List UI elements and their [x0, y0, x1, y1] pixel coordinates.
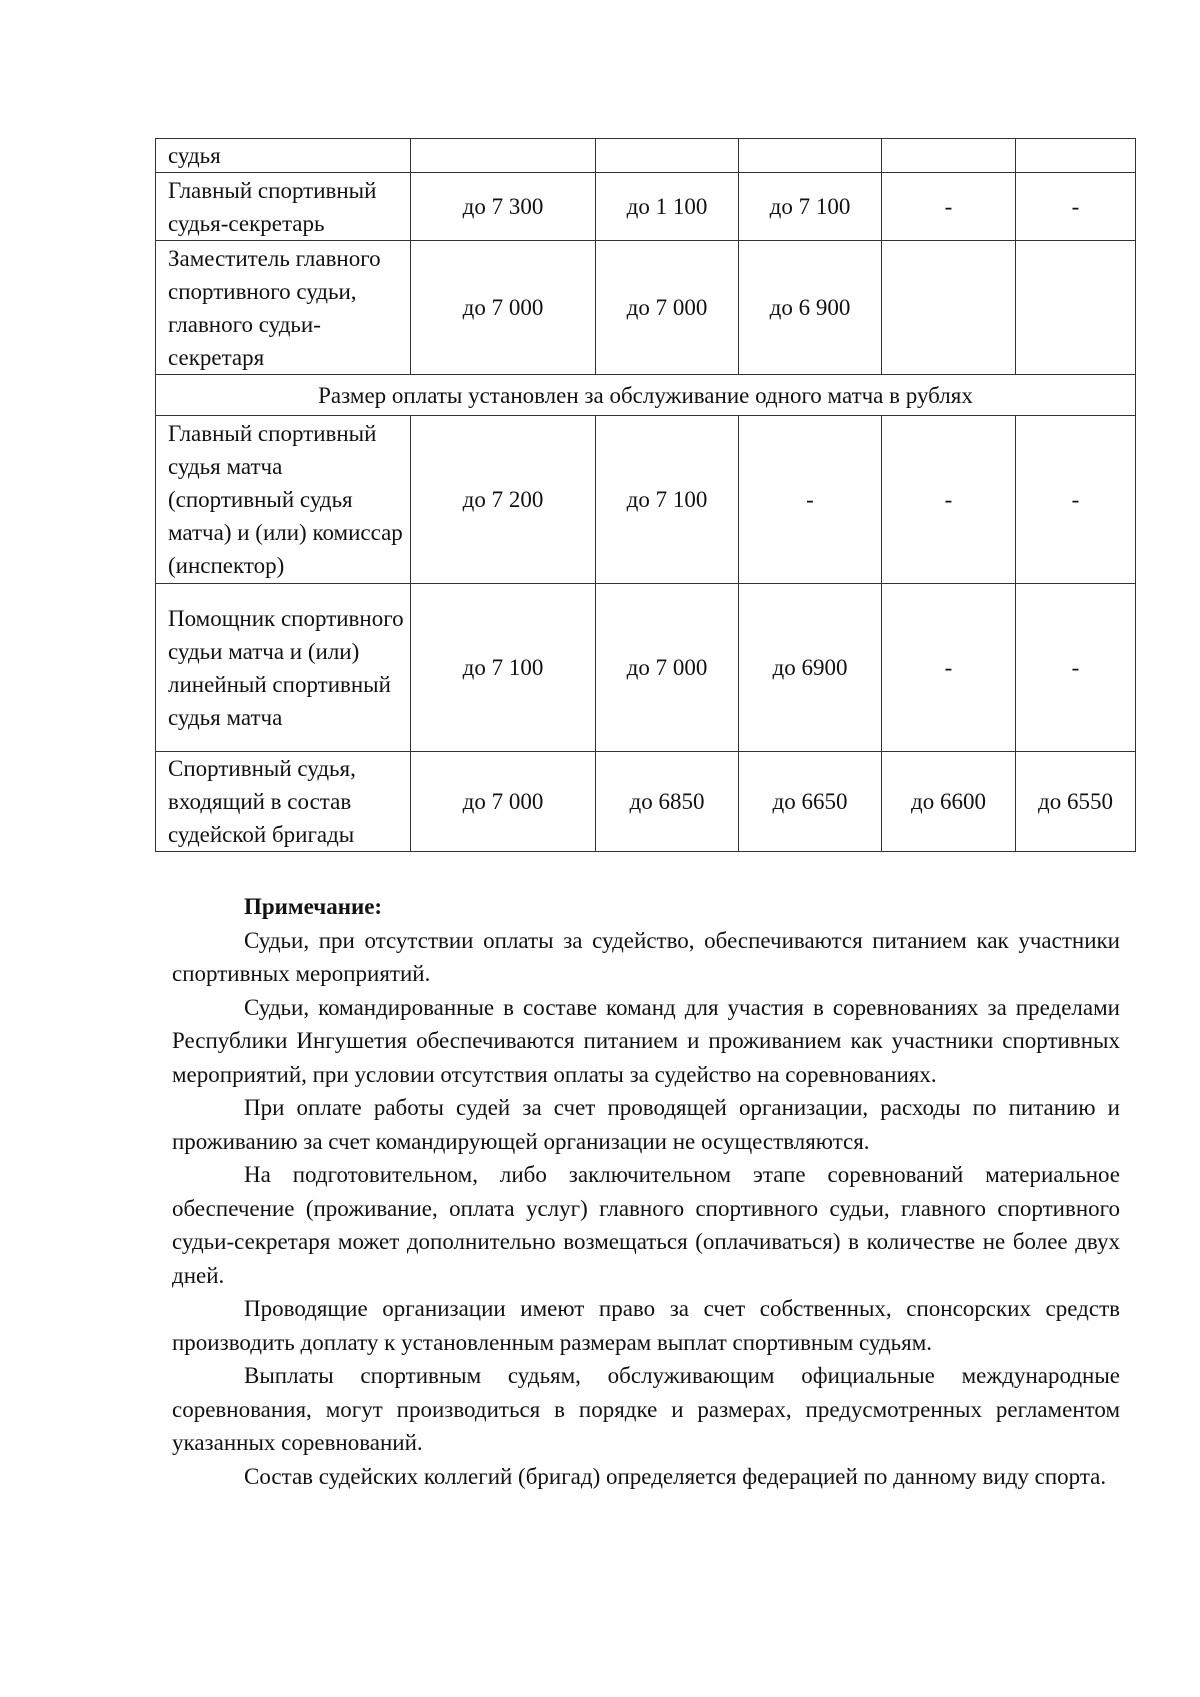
fee-cell [882, 241, 1016, 375]
fee-cell: до 7 300 [411, 173, 596, 241]
fee-cell: - [1016, 173, 1136, 241]
role-cell: Заместитель главного спортивного судьи, главного судьи-секретаря [156, 241, 411, 375]
role-cell: Главный спортивный судья-секретарь [156, 173, 411, 241]
fee-cell: - [1016, 416, 1136, 584]
table-row [156, 584, 1136, 752]
role-cell: Главный спортивный судья матча (спортивный судья матча) и (или) комиссар (инспектор) [156, 416, 411, 584]
fee-cell [882, 139, 1016, 173]
fee-cell [1016, 241, 1136, 375]
fee-cell: - [882, 416, 1016, 584]
referee-fees-table [155, 138, 1136, 852]
note-paragraph: При оплате работы судей за счет проводящей организации, расходы по питанию и проживанию за счет командирующей организации не осуществляются. [172, 1095, 1120, 1154]
fee-cell: до 7 000 [596, 241, 739, 375]
table-row [156, 416, 1136, 584]
fee-cell: до 6900 [739, 584, 882, 752]
note-paragraph: Судьи, командированные в составе команд для участия в соревнованиях за пределами Республики Ингушетия обеспечиваются питанием и проживанием как участники спортивных мероприятий, при условии отсутствия оплаты за судейство на соревнованиях. [172, 994, 1120, 1087]
fee-cell: до 7 100 [411, 584, 596, 752]
fee-cell: до 6 900 [739, 241, 882, 375]
notes-section [172, 890, 1120, 1493]
section-header: Размер оплаты установлен за обслуживание одного матча в рублях [156, 375, 1136, 416]
note-paragraph: На подготовительном, либо заключительном этапе соревнований материальное обеспечение (проживание, оплата услуг) главного спортивного судьи, главного спортивного судьи-секретаря может дополнительно возмещаться (оплачиваться) в количестве не более двух дней. [172, 1162, 1120, 1288]
notes-heading: Примечание: [244, 894, 383, 919]
table-row [156, 139, 1136, 173]
table-row [156, 752, 1136, 852]
role-cell: Спортивный судья, входящий в состав судейской бригады [156, 752, 411, 852]
fee-cell: - [1016, 584, 1136, 752]
fee-cell [1016, 139, 1136, 173]
fee-cell [411, 139, 596, 173]
table-row [156, 173, 1136, 241]
fee-cell: до 7 200 [411, 416, 596, 584]
fee-cell: до 7 100 [739, 173, 882, 241]
fee-cell [739, 139, 882, 173]
fee-cell: до 7 000 [411, 241, 596, 375]
fee-cell: до 1 100 [596, 173, 739, 241]
fee-cell: до 7 000 [411, 752, 596, 852]
note-paragraph: Проводящие организации имеют право за счет собственных, спонсорских средств производить доплату к установленным размерам выплат спортивным судьям. [172, 1296, 1120, 1355]
fee-cell [596, 139, 739, 173]
fee-cell: до 6850 [596, 752, 739, 852]
fee-cell: до 6550 [1016, 752, 1136, 852]
fee-cell: до 6650 [739, 752, 882, 852]
fee-cell: до 7 100 [596, 416, 739, 584]
note-paragraph: Состав судейских коллегий (бригад) определяется федерацией по данному виду спорта. [244, 1463, 1107, 1489]
table-section-row [156, 375, 1136, 416]
fee-cell: - [882, 173, 1016, 241]
fee-cell: - [882, 584, 1016, 752]
fee-cell: до 7 000 [596, 584, 739, 752]
fee-cell: - [739, 416, 882, 584]
note-paragraph: Судьи, при отсутствии оплаты за судейство, обеспечиваются питанием как участники спортивных мероприятий. [172, 927, 1120, 986]
note-paragraph: Выплаты спортивным судьям, обслуживающим официальные международные соревнования, могут производиться в порядке и размерах, предусмотренных регламентом указанных соревнований. [172, 1363, 1120, 1455]
role-cell: Помощник спортивного судьи матча и (или) линейный спортивный судья матча [156, 584, 411, 752]
role-cell: судья [156, 139, 411, 173]
table-row [156, 241, 1136, 375]
fee-cell: до 6600 [882, 752, 1016, 852]
